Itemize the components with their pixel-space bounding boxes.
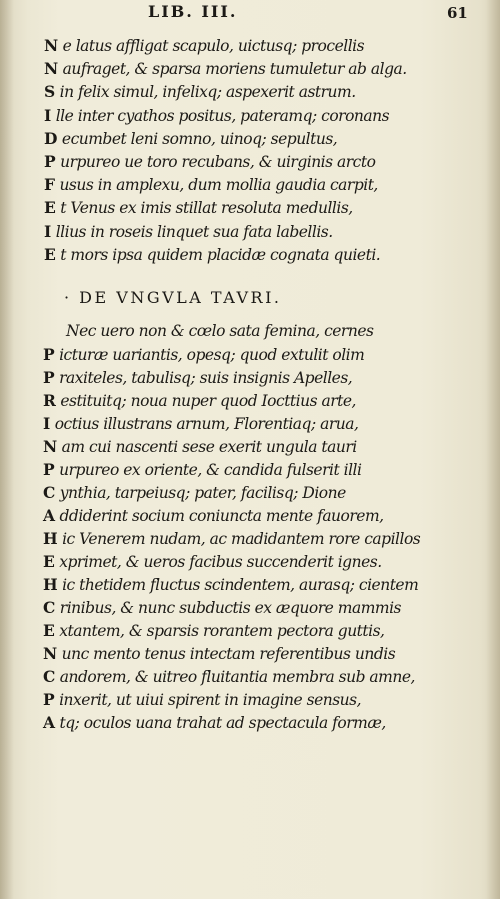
verse-text: t Venus ex imis stillat resoluta medullis, xyxy=(60,199,353,218)
verse-line xyxy=(44,82,356,101)
verse-line xyxy=(43,598,401,617)
initial-capital: P xyxy=(44,152,56,171)
verse-text: rinibus, & nunc subductis ex æquore mammis xyxy=(59,599,401,617)
initial-capital: E xyxy=(43,621,55,640)
initial-capital: H xyxy=(43,529,58,548)
initial-capital: C xyxy=(43,667,56,686)
initial-capital: N xyxy=(43,644,58,663)
initial-capital: D xyxy=(44,128,58,148)
verse-line xyxy=(43,529,420,548)
running-head: LIB. III. xyxy=(148,2,238,21)
initial-capital: A xyxy=(43,713,56,732)
verse-line xyxy=(43,437,357,456)
verse-line xyxy=(43,690,361,709)
initial-capital: E xyxy=(44,244,56,264)
verse-line xyxy=(43,483,346,502)
verse-text: Nec uero non & cœlo sata femina, cernes xyxy=(66,322,374,340)
verse-text: octius illustrans arnum, Florentiaq; arua, xyxy=(54,415,359,433)
verse-line xyxy=(44,59,407,78)
verse-line xyxy=(44,245,380,264)
initial-capital: P xyxy=(43,368,55,387)
gutter-shadow xyxy=(0,0,14,899)
initial-capital: P xyxy=(43,345,55,364)
verse-line xyxy=(43,414,358,433)
initial-capital: A xyxy=(43,506,56,525)
verse-text: ynthia, tarpeiusq; pater, facilisq; Dione xyxy=(59,484,346,502)
verse-text: andorem, & uitreo fluitantia membra sub amne, xyxy=(59,668,415,686)
initial-capital: N xyxy=(44,36,59,55)
initial-capital: E xyxy=(43,552,55,571)
verse-text: ddiderint socium coniuncta mente fauorem, xyxy=(59,507,384,525)
verse-line xyxy=(43,506,384,525)
verse-line xyxy=(44,222,333,241)
verse-text: xtantem, & sparsis rorantem pectora guttis, xyxy=(59,622,385,640)
verse-text: usus in amplexu, dum mollia gaudia carpit, xyxy=(59,176,378,195)
verse-text: urpureo ue toro recubans, & uirginis arcto xyxy=(60,153,376,171)
verse-text: raxiteles, tabulisq; suis insignis Apelles, xyxy=(59,369,353,387)
initial-capital: C xyxy=(43,598,56,617)
initial-capital: F xyxy=(44,175,56,195)
verse-line xyxy=(43,368,352,387)
verse-line xyxy=(43,391,356,410)
verse-line xyxy=(43,575,418,594)
initial-capital: I xyxy=(43,414,51,433)
initial-capital: I xyxy=(44,221,52,241)
verse-text: estituitq; noua nuper quod Iocttius arte, xyxy=(60,392,356,410)
section-heading: · DE VNGVLA TAVRI. xyxy=(64,288,282,307)
initial-capital: P xyxy=(43,690,55,709)
verse-text: urpureo ex oriente, & candida fulserit illi xyxy=(59,461,362,479)
verse-text: e latus affligat scapulo, uictusq; procellis xyxy=(62,37,365,55)
verse-line xyxy=(43,460,361,479)
initial-capital: R xyxy=(43,391,56,410)
fore-edge-shadow xyxy=(486,0,500,899)
initial-capital: E xyxy=(44,198,56,218)
verse-text: in felix simul, infelixq; aspexerit astrum. xyxy=(59,83,356,102)
verse-line xyxy=(43,644,395,663)
verse-text: tq; oculos uana trahat ad spectacula formæ, xyxy=(59,714,386,732)
verse-line xyxy=(44,175,378,194)
initial-capital: P xyxy=(43,460,55,479)
verse-text: t mors ipsa quidem placidæ cognata quieti. xyxy=(60,245,381,264)
verse-line xyxy=(44,36,364,55)
verse-line xyxy=(66,322,373,340)
initial-capital: H xyxy=(43,575,58,594)
initial-capital: C xyxy=(43,483,56,502)
verse-text: am cui nascenti sese exerit ungula tauri xyxy=(61,438,357,456)
verse-text: unc mento tenus intectam referentibus undis xyxy=(61,645,396,663)
verse-line xyxy=(44,152,375,171)
verse-line xyxy=(43,621,384,640)
initial-capital: N xyxy=(43,437,58,456)
verse-line xyxy=(44,129,337,148)
verse-text: ecumbet leni somno, uinoq; sepultus, xyxy=(61,129,338,148)
verse-line xyxy=(43,552,382,571)
initial-capital: S xyxy=(44,82,56,102)
verse-line xyxy=(43,667,415,686)
verse-line xyxy=(43,345,364,364)
initial-capital: N xyxy=(44,59,59,79)
verse-line xyxy=(44,198,353,217)
verse-text: aufraget, & sparsa moriens tumuletur ab alga. xyxy=(62,60,407,79)
initial-capital: I xyxy=(44,105,52,125)
verse-text: xprimet, & ueros facibus succenderit ignes. xyxy=(59,553,382,571)
verse-text: ic Venerem nudam, ac madidantem rore capillos xyxy=(62,530,421,548)
verse-text: ic thetidem fluctus scindentem, aurasq; cientem xyxy=(62,576,419,594)
verse-text: llius in roseis linquet sua fata labellis. xyxy=(55,222,333,241)
verse-text: inxerit, ut uiui spirent in imagine sensus, xyxy=(59,691,362,709)
verse-text: lle inter cyathos positus, pateramq; coronans xyxy=(55,106,390,125)
verse-line xyxy=(43,713,386,732)
verse-text: icturæ uariantis, opesq; quod extulit olim xyxy=(59,346,365,364)
page-number: 61 xyxy=(447,4,468,22)
verse-line xyxy=(44,106,389,125)
